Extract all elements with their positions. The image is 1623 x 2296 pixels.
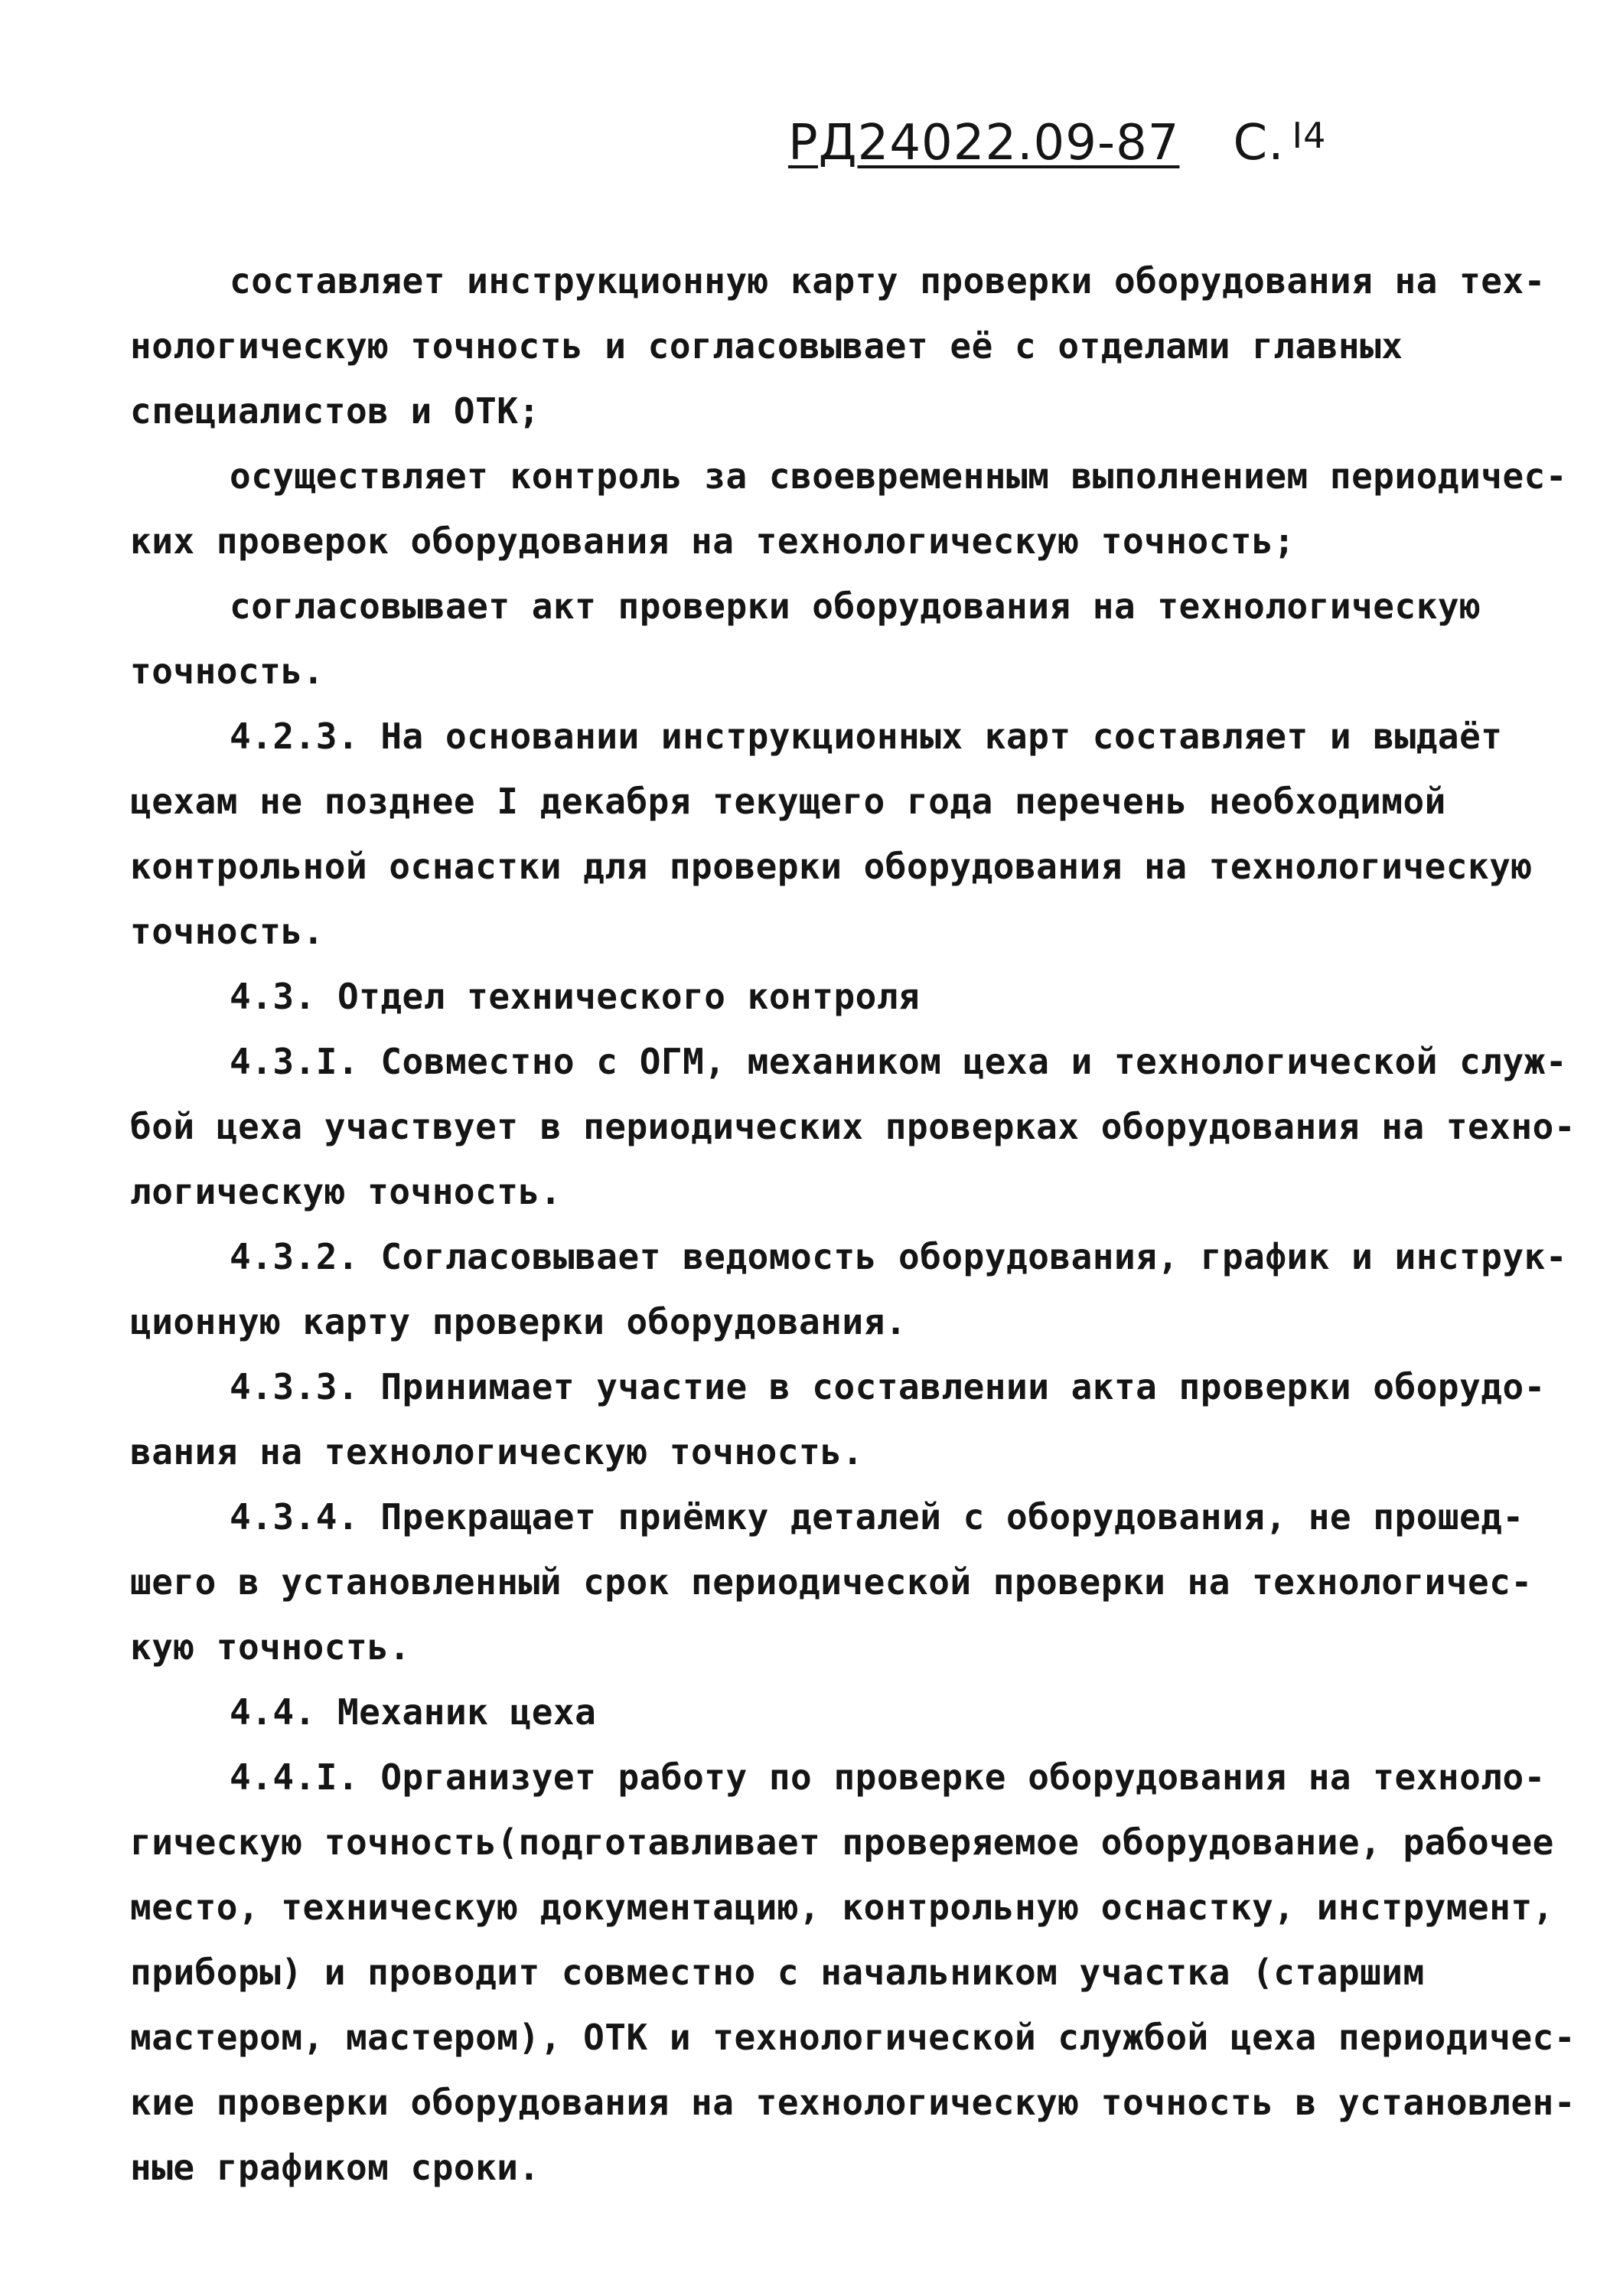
text-line: 4.3.4. Прекращает приёмку деталей с оборудования, не прошед-: [230, 1496, 1524, 1538]
text-line: бой цеха участвует в периодических проверках оборудования на техно-: [130, 1106, 1576, 1147]
text-line: 4.2.3. На основании инструкционных карт составляет и выдаёт: [230, 716, 1503, 757]
text-line: гическую точность(подготавливает проверяемое оборудование, рабочее: [130, 1821, 1554, 1863]
text-line: ные графиком сроки.: [130, 2147, 540, 2188]
document-number: РД24022.09-87: [788, 115, 1180, 171]
text-line: согласовывает акт проверки оборудования на технологическую: [230, 585, 1481, 627]
section-heading: 4.3. Отдел технического контроля: [230, 976, 921, 1017]
text-line: 4.3.3. Принимает участие в составлении акта проверки оборудо-: [230, 1366, 1546, 1407]
text-line: специалистов и ОТК;: [130, 390, 540, 432]
text-line: вания на технологическую точность.: [130, 1431, 864, 1473]
text-line: приборы) и проводит совместно с начальником участка (старшим: [130, 1952, 1425, 1993]
page-header: [788, 115, 1326, 171]
text-line: точность.: [130, 911, 324, 952]
page-number: I4: [1292, 115, 1327, 156]
text-line: мастером, мастером), ОТК и технологической службой цеха периодичес-: [130, 2017, 1576, 2058]
text-line: ционную карту проверки оборудования.: [130, 1301, 907, 1342]
text-line: ких проверок оборудования на технологическую точность;: [130, 520, 1295, 562]
text-line: логическую точность.: [130, 1171, 562, 1212]
text-line: точность.: [130, 651, 324, 692]
text-line: 4.4.I. Организует работу по проверке оборудования на техноло-: [230, 1756, 1546, 1798]
text-line: место, техническую документацию, контрольную оснастку, инструмент,: [130, 1887, 1554, 1928]
text-line: шего в установленный срок периодической проверки на технологичес-: [130, 1561, 1533, 1603]
text-line: контрольной оснастки для проверки оборудования на технологическую: [130, 846, 1533, 887]
text-line: кие проверки оборудования на технологическую точность в установлен-: [130, 2082, 1576, 2123]
text-line: 4.3.I. Совместно с ОГМ, механиком цеха и технологической служ-: [230, 1041, 1568, 1082]
text-line: осуществляет контроль за своевременным выполнением периодичес-: [230, 455, 1568, 497]
text-line: цехам не позднее I декабря текущего года перечень необходимой: [130, 781, 1446, 822]
text-line: нологическую точность и согласовывает её с отделами главных: [130, 325, 1403, 367]
page-prefix: С.: [1233, 115, 1285, 171]
text-line: 4.3.2. Согласовывает ведомость оборудования, график и инструк-: [230, 1236, 1568, 1277]
section-heading: 4.4. Механик цеха: [230, 1691, 597, 1733]
text-line: составляет инструкционную карту проверки оборудования на тех-: [230, 260, 1546, 302]
text-line: кую точность.: [130, 1626, 411, 1668]
